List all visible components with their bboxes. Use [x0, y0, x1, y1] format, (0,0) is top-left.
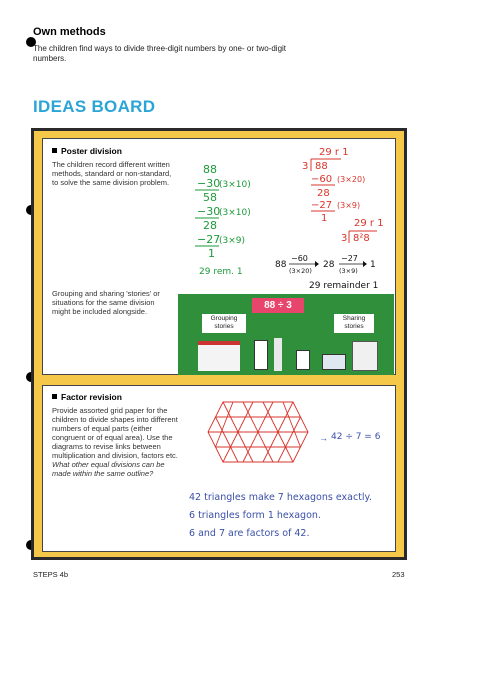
poster-note: (3×9) — [339, 267, 358, 275]
hexagon-triangle-grid — [203, 394, 313, 474]
method-repeated-subtraction — [195, 163, 251, 277]
poster-number: 1 — [208, 247, 215, 260]
story-card — [198, 341, 240, 371]
poster-number: −60 — [311, 174, 333, 185]
poster-number: −27 — [197, 233, 221, 246]
poster-number: 88 — [203, 163, 217, 176]
poster-number: 8²8 — [353, 233, 370, 244]
ideas-board-title: IDEAS BOARD — [33, 97, 156, 116]
poster-note: (3×20) — [337, 175, 366, 184]
poster-note: (3×10) — [219, 208, 251, 218]
factor-statement: 6 and 7 are factors of 42. — [189, 528, 310, 539]
factor-revision-question: What other equal divisions can be made within the same outline? — [52, 460, 165, 478]
arrow-right-icon: → — [319, 433, 328, 443]
story-card — [274, 338, 282, 371]
poster-note: (3×9) — [219, 236, 246, 246]
poster-division-text-2: Grouping and sharing 'stories' or situations for the same division might be included alongside. — [52, 289, 160, 316]
green-board — [178, 294, 394, 375]
poster-note: (3×9) — [337, 201, 361, 210]
method-long-division — [302, 147, 365, 224]
poster-number: 1 — [370, 260, 376, 270]
poster-answer: 29 r 1 — [319, 147, 349, 158]
poster-note: (3×20) — [289, 267, 312, 275]
factor-equation: 42 ÷ 7 = 6 — [331, 432, 381, 442]
poster-division-heading: Poster division — [52, 146, 122, 156]
poster-number: 88 — [275, 260, 287, 270]
division-poster — [181, 141, 395, 291]
poster-number: 28 — [323, 260, 335, 270]
poster-number: 58 — [203, 191, 217, 204]
footer-book-code: STEPS 4b — [33, 570, 69, 579]
poster-number: 28 — [203, 219, 217, 232]
poster-number: −30 — [197, 205, 221, 218]
poster-number: 88 — [315, 161, 328, 172]
factor-revision-heading: Factor revision — [52, 392, 122, 402]
page-number: 253 — [392, 570, 405, 579]
poster-remainder: 29 remainder 1 — [309, 281, 379, 291]
story-card — [254, 340, 268, 370]
bullet-square-icon — [52, 394, 57, 399]
grouping-stories-label: Grouping stories — [202, 314, 246, 333]
own-methods-description: The children find ways to divide three-digit numbers by one- or two-digit numbers. — [33, 44, 287, 63]
factor-revision-panel — [42, 385, 396, 552]
poster-division-panel — [42, 138, 396, 375]
green-board-title: 88 ÷ 3 — [252, 298, 304, 313]
factor-statement: 42 triangles make 7 hexagons exactly. — [189, 492, 372, 503]
poster-number: 3 — [341, 233, 348, 244]
own-methods-heading: Own methods — [33, 26, 106, 38]
poster-note: (3×10) — [219, 180, 251, 190]
ideas-board — [31, 128, 407, 560]
factor-revision-text: Provide assorted grid paper for the children to divide shapes into different numbers of equal parts (either congruent or of equal area). Use the diagrams to revise links between multiplication and division, factors etc. What other equal divisions can be made within the same outline? — [52, 406, 178, 478]
story-card — [296, 350, 310, 370]
poster-number: 1 — [321, 213, 328, 224]
poster-answer: 29 r 1 — [354, 218, 384, 229]
story-card — [322, 354, 346, 370]
factor-statement: 6 triangles form 1 hexagon. — [189, 510, 321, 521]
sharing-stories-label: Sharing stories — [334, 314, 374, 333]
story-card — [352, 341, 378, 371]
poster-number: 28 — [317, 188, 330, 199]
method-number-line — [275, 254, 376, 275]
poster-answer: 29 rem. 1 — [199, 267, 243, 277]
poster-number: 3 — [302, 161, 309, 172]
poster-number: −60 — [291, 254, 308, 263]
poster-number: −27 — [341, 254, 358, 263]
bullet-square-icon — [52, 148, 57, 153]
method-short-division — [341, 218, 384, 244]
poster-division-text: The children record different written methods, standard or non-standard, to solve the same division problem. — [52, 160, 172, 187]
poster-number: −27 — [311, 200, 333, 211]
poster-number: −30 — [197, 177, 221, 190]
